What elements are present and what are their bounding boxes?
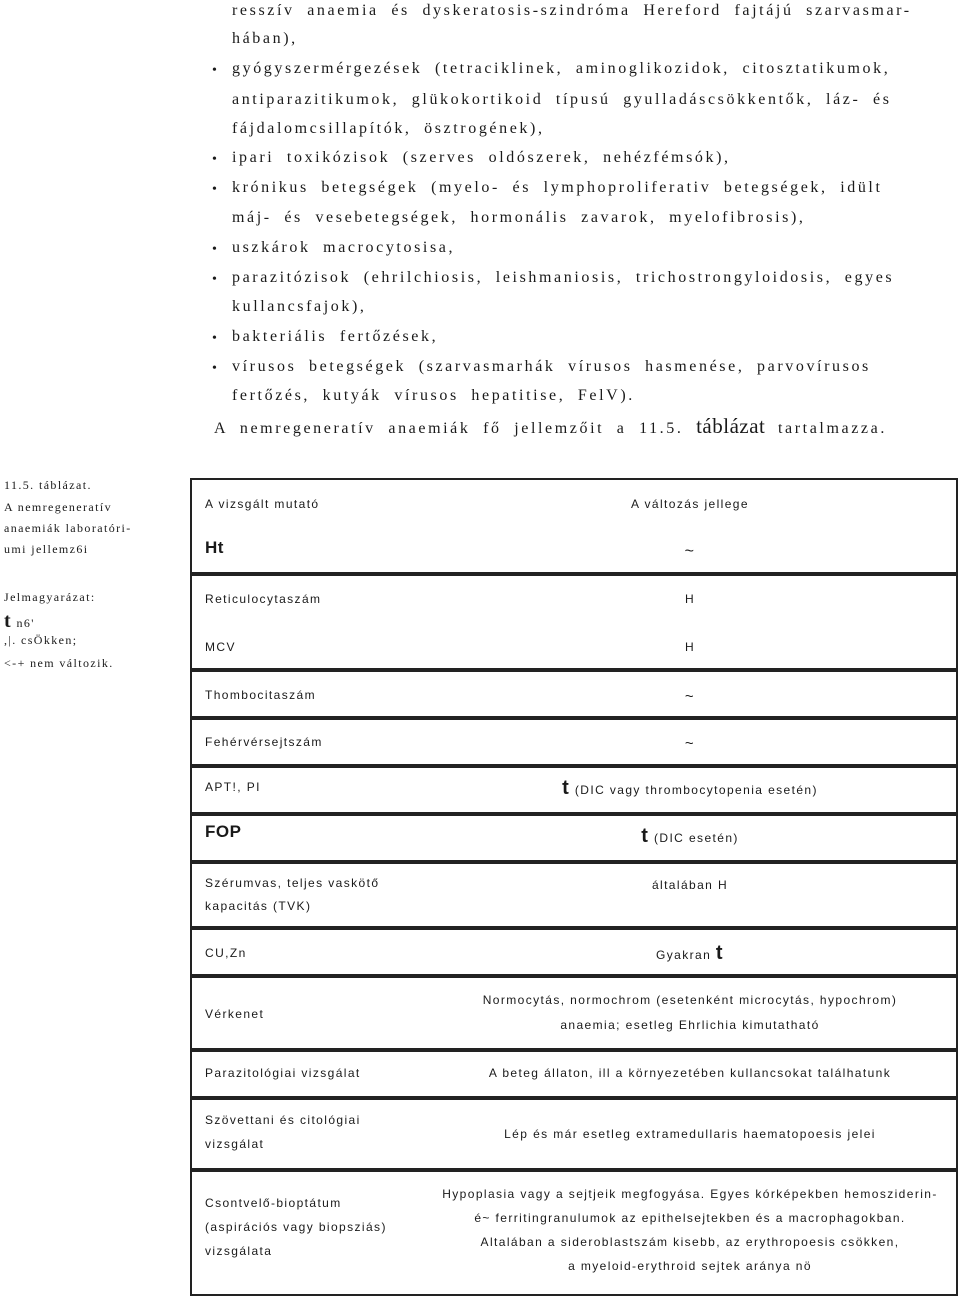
bullet-2: ipari toxikózisok (szerves oldószerek, nehézfémsók),	[232, 149, 731, 166]
row-label: Parazitológiai vizsgálat	[205, 1066, 361, 1080]
closing-sentence: A nemregeneratív anaemiák fő jellemzőit a 11.5. táblázat tartalmazza.	[214, 414, 887, 438]
bullet-4: uszkárok macrocytosisa,	[232, 239, 456, 256]
table-box	[190, 574, 958, 670]
up-arrow-icon: t	[641, 825, 650, 847]
row-label: vizsgálat	[205, 1137, 265, 1151]
row-value: Altalában a sideroblastszám kisebb, az erythropoesis csökken,	[480, 1235, 900, 1249]
up-arrow-icon: t	[562, 777, 571, 799]
legend-title: Jelmagyarázat:	[4, 590, 96, 604]
row-ht-value: ~	[684, 543, 696, 560]
row-value: Normocytás, normochrom (esetenként microcytás, hypochrom)	[482, 993, 898, 1007]
up-arrow-icon: t	[715, 942, 724, 964]
row-value: t (DIC esetén)	[641, 825, 739, 847]
row-label: APT!, PI	[205, 780, 261, 794]
table-box	[190, 976, 958, 1050]
row-label: kapacitás (TVK)	[205, 899, 312, 913]
text-line-1: resszív anaemia és dyskeratosis-szindróma Hereford fajtájú szarvasmar-	[232, 2, 912, 19]
bullet-icon: •	[212, 242, 217, 257]
bullet-5-line-1: parazitózisok (ehrilchiosis, leishmaniosis, trichostrongyloidosis, egyes	[232, 269, 895, 286]
row-value: a myeloid-erythroid sejtek aránya nö	[568, 1259, 812, 1273]
row-ht-label: Ht	[205, 538, 224, 557]
up-arrow-icon: t	[4, 610, 13, 632]
row-label: vizsgálata	[205, 1244, 273, 1258]
row-value: Lép és már esetleg extramedullaris haematopoesis jelei	[504, 1127, 876, 1141]
row-value: A beteg állaton, ill a környezetében kullancsokat találhatunk	[488, 1066, 892, 1080]
bullet-icon: •	[212, 331, 217, 346]
bullet-icon: •	[212, 272, 217, 287]
row-value: H	[684, 592, 696, 606]
row-label: Thombocitaszám	[205, 688, 316, 702]
row-label: Szövettani és citológiai	[205, 1113, 361, 1127]
text-line-2: hában),	[232, 30, 298, 47]
row-label: Vérkenet	[205, 1007, 265, 1021]
bullet-icon: •	[212, 182, 217, 197]
bullet-3-line-1: krónikus betegségek (myelo- és lymphoproliferativ betegségek, idült	[232, 179, 883, 196]
row-label: FOP	[205, 822, 242, 841]
table-box	[190, 862, 958, 928]
row-value: anaemia; esetleg Ehrlichia kimutatható	[560, 1018, 820, 1032]
caption-line: umi jellemz6i	[4, 542, 89, 556]
bullet-icon: •	[212, 361, 217, 376]
row-label: CU,Zn	[205, 946, 247, 960]
caption-line: A nemregeneratív	[4, 500, 113, 514]
bullet-icon: •	[212, 63, 217, 78]
row-label: (aspirációs vagy biopsziás)	[205, 1220, 387, 1234]
row-value: Gyakran t	[656, 942, 724, 964]
row-label: Csontvelő-bioptátum	[205, 1196, 342, 1210]
down-arrow-icon: ,|.	[4, 633, 17, 647]
bullet-1-line-2: antiparazitikumok, glükokortikoid típusú gyulladáscsökkentők, láz- és	[232, 91, 892, 108]
row-value: t (DIC vagy thrombocytopenia esetén)	[562, 777, 818, 799]
caption-line: anaemiák laboratóri-	[4, 521, 132, 535]
bullet-7-line-2: fertőzés, kutyák vírusos hepatitise, FelV).	[232, 387, 635, 404]
bullet-icon: •	[212, 152, 217, 167]
bullet-1-line-1: gyógyszermérgezések (tetraciklinek, aminoglikozidok, citosztatikumok,	[232, 60, 891, 77]
bullet-1-line-3: fájdalomcsillapítók, ösztrogének),	[232, 120, 545, 137]
row-value: Hypoplasia vagy a sejtjeik megfogyása. Egyes kórképekben hemosziderin-	[442, 1187, 938, 1201]
header-right: A változás jellege	[631, 497, 749, 511]
row-value: H	[684, 640, 696, 654]
bullet-3-line-2: máj- és vesebetegségek, hormonális zavarok, myelofibrosis),	[232, 209, 806, 226]
row-value: általában H	[651, 878, 729, 892]
legend-up: t n6'	[4, 610, 35, 632]
bullet-6: bakteriális fertőzések,	[232, 328, 439, 345]
bullet-7-line-1: vírusos betegségek (szarvasmarhák vírusos hasmenése, parvovírusos	[232, 358, 871, 375]
row-label: MCV	[205, 640, 236, 654]
row-label: Szérumvas, teljes vaskötő	[205, 876, 380, 890]
row-label: Fehérvérsejtszám	[205, 735, 323, 749]
row-value: ~	[684, 688, 696, 705]
bullet-5-line-2: kullancsfajok),	[232, 298, 367, 315]
row-value: ~	[684, 735, 696, 752]
header-left: A vizsgált mutató	[205, 497, 320, 511]
row-value: é~ ferritingranulumok az epithelsejtekben és a macrophagokban.	[474, 1211, 906, 1225]
legend-down: ,|. csÖkken;	[4, 633, 78, 647]
row-label: Reticulocytaszám	[205, 592, 322, 606]
legend-same: <-+ nem változik.	[4, 656, 114, 670]
caption-number: 11.5. táblázat.	[4, 478, 92, 492]
